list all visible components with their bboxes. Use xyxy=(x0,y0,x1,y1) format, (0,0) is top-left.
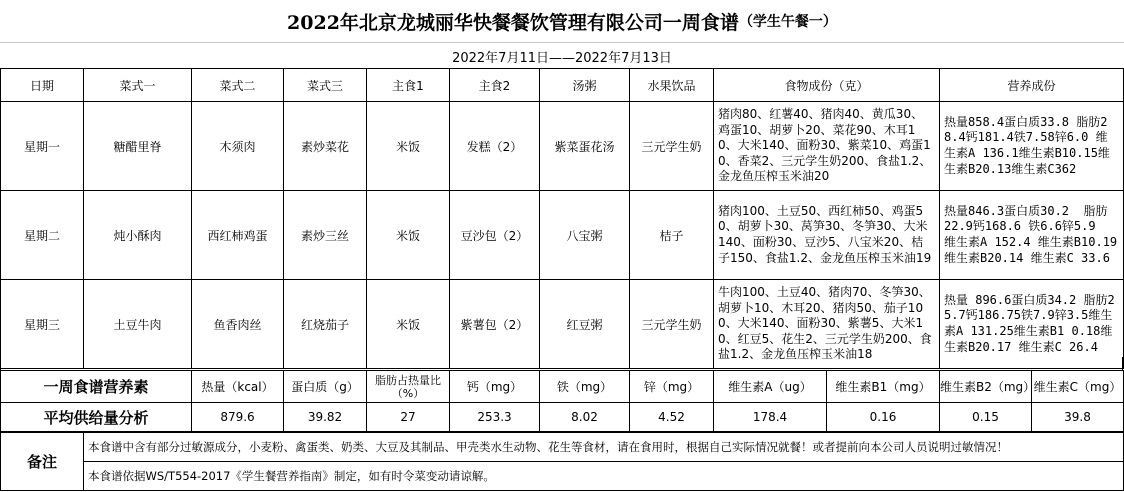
notes-label: 备注 xyxy=(1,433,84,491)
nutrient-header: 热量（kcal） xyxy=(192,371,284,403)
nutrition-cell: 热量846.3蛋白质30.2 脂肪 22.9钙168.6 铁6.6锌5.9 维生素A 152.4 维生素B10.19 维生素B20.14 维生素C 33.6 xyxy=(940,191,1124,280)
header-cell-date: 日期 xyxy=(1,69,84,102)
ingredients-cell: 猪肉80、红薯40、猪肉40、黄瓜30、鸡蛋10、胡萝卜20、菜花90、木耳10、大米140、面粉30、紫菜10、鸡蛋10、香菜2、三元学生奶200、食盐1.2、金龙鱼压榨玉米油20 xyxy=(714,102,940,191)
staple1-cell: 米饭 xyxy=(367,191,450,280)
staple1-cell: 米饭 xyxy=(367,280,450,369)
staple2-cell: 豆沙包（2） xyxy=(450,191,540,280)
summary-header-row xyxy=(1,371,1124,403)
header-cell-ingredients: 食物成份（克） xyxy=(714,69,940,102)
header-cell-staple2: 主食2 xyxy=(450,69,540,102)
soup-cell: 红豆粥 xyxy=(540,280,630,369)
header-cell-fruit: 水果饮品 xyxy=(630,69,714,102)
nutrient-value: 4.52 xyxy=(630,403,714,432)
nutrition-cell: 热量858.4蛋白质33.8 脂肪28.4钙181.4铁7.58锌6.0 维生素A 136.1维生素B10.15维生素B20.13维生素C362 xyxy=(940,102,1124,191)
dish1-cell: 土豆牛肉 xyxy=(84,280,192,369)
ingredients-cell: 牛肉100、土豆40、猪肉70、冬笋30、胡萝卜10、木耳20、猪肉50、茄子100、大米140、面粉30、紫薯5、大米10、红豆5、花生2、三元学生奶200、食盐1.2、金龙鱼压榨玉米油18 xyxy=(714,280,940,369)
header-cell-soup: 汤粥 xyxy=(540,69,630,102)
analysis-label: 平均供给量分析 xyxy=(1,403,192,432)
soup-cell: 紫菜蛋花汤 xyxy=(540,102,630,191)
soup-cell: 八宝粥 xyxy=(540,191,630,280)
dish2-cell: 鱼香肉丝 xyxy=(192,280,284,369)
date-range: 2022年7月11日——2022年7月13日 xyxy=(0,42,1124,69)
dish1-cell: 炖小酥肉 xyxy=(84,191,192,280)
nutrient-header: 维生素B1（mg） xyxy=(827,371,940,403)
day-cell: 星期三 xyxy=(1,280,84,369)
staple1-cell: 米饭 xyxy=(367,102,450,191)
nutrition-summary-table xyxy=(0,370,1124,432)
fruit-cell: 三元学生奶 xyxy=(630,102,714,191)
ingredients-cell: 猪肉100、土豆50、西红柿50、鸡蛋50、胡萝卜30、莴笋30、冬笋30、大米140、面粉30、豆沙5、八宝米20、桔子150、食盐1.2、金龙鱼压榨玉米油19 xyxy=(714,191,940,280)
header-cell-dish3: 菜式三 xyxy=(284,69,367,102)
nutrient-value: 27 xyxy=(367,403,450,432)
nutrient-header: 维生素B2（mg） xyxy=(940,371,1032,403)
nutrient-value: 39.82 xyxy=(284,403,367,432)
nutrient-value: 879.6 xyxy=(192,403,284,432)
summary-label: 一周食谱营养素 xyxy=(1,371,192,403)
dish2-cell: 西红柿鸡蛋 xyxy=(192,191,284,280)
notes-table xyxy=(0,432,1124,491)
day-row xyxy=(1,191,1124,280)
title-subtitle: （学生午餐一） xyxy=(738,14,837,30)
day-cell: 星期二 xyxy=(1,191,84,280)
nutrient-header: 钙（mg） xyxy=(450,371,540,403)
day-row xyxy=(1,280,1124,369)
dish3-cell: 素炒三丝 xyxy=(284,191,367,280)
nutrient-header: 维生素C（mg） xyxy=(1032,371,1124,403)
allergen-note: 本食谱中含有部分过敏源成分，小麦粉、禽蛋类、奶类、大豆及其制品、甲壳类水生动物、花生等食材，请在食用时，根据自己实际情况就餐！或者提前向本公司人员说明过敏情况！ xyxy=(84,433,1124,462)
day-row xyxy=(1,102,1124,191)
nutrient-header: 铁（mg） xyxy=(540,371,630,403)
day-cell: 星期一 xyxy=(1,102,84,191)
nutrient-value: 8.02 xyxy=(540,403,630,432)
summary-values-row xyxy=(1,403,1124,432)
dish1-cell: 糖醋里脊 xyxy=(84,102,192,191)
nutrient-value: 0.16 xyxy=(827,403,940,432)
weekly-menu-table xyxy=(0,68,1124,369)
header-cell-staple1: 主食1 xyxy=(367,69,450,102)
title-text: 2022年北京龙城丽华快餐餐饮管理有限公司一周食谱 xyxy=(287,11,739,34)
dish3-cell: 素炒菜花 xyxy=(284,102,367,191)
nutrient-header: 锌（mg） xyxy=(630,371,714,403)
spacer-row xyxy=(0,357,1123,370)
nutrient-value: 178.4 xyxy=(714,403,827,432)
nutrient-value: 39.8 xyxy=(1032,403,1124,432)
nutrition-cell: 热量 896.6蛋白质34.2 脂肪25.7钙186.75铁7.9锌3.5维生素A 131.25维生素B1 0.18维生素B20.17 维生素C 26.4 xyxy=(940,280,1124,369)
guideline-note: 本食谱依据WS/T554-2017《学生餐营养指南》制定，如有时令菜变动请谅解。 xyxy=(84,462,1124,491)
staple2-cell: 紫薯包（2） xyxy=(450,280,540,369)
nutrient-header: 脂肪占热量比（%） xyxy=(367,371,450,403)
nutrient-header: 维生素A（ug） xyxy=(714,371,827,403)
header-row xyxy=(1,69,1124,102)
fruit-cell: 桔子 xyxy=(630,191,714,280)
header-cell-nutrition: 营养成份 xyxy=(940,69,1124,102)
page-title xyxy=(0,0,1124,42)
nutrient-value: 253.3 xyxy=(450,403,540,432)
dish2-cell: 木须肉 xyxy=(192,102,284,191)
nutrient-header: 蛋白质（g） xyxy=(284,371,367,403)
notes-row xyxy=(1,462,1124,491)
dish3-cell: 红烧茄子 xyxy=(284,280,367,369)
nutrient-value: 0.15 xyxy=(940,403,1032,432)
fruit-cell: 三元学生奶 xyxy=(630,280,714,369)
header-cell-dish2: 菜式二 xyxy=(192,69,284,102)
header-cell-dish1: 菜式一 xyxy=(84,69,192,102)
notes-row xyxy=(1,433,1124,462)
staple2-cell: 发糕（2） xyxy=(450,102,540,191)
